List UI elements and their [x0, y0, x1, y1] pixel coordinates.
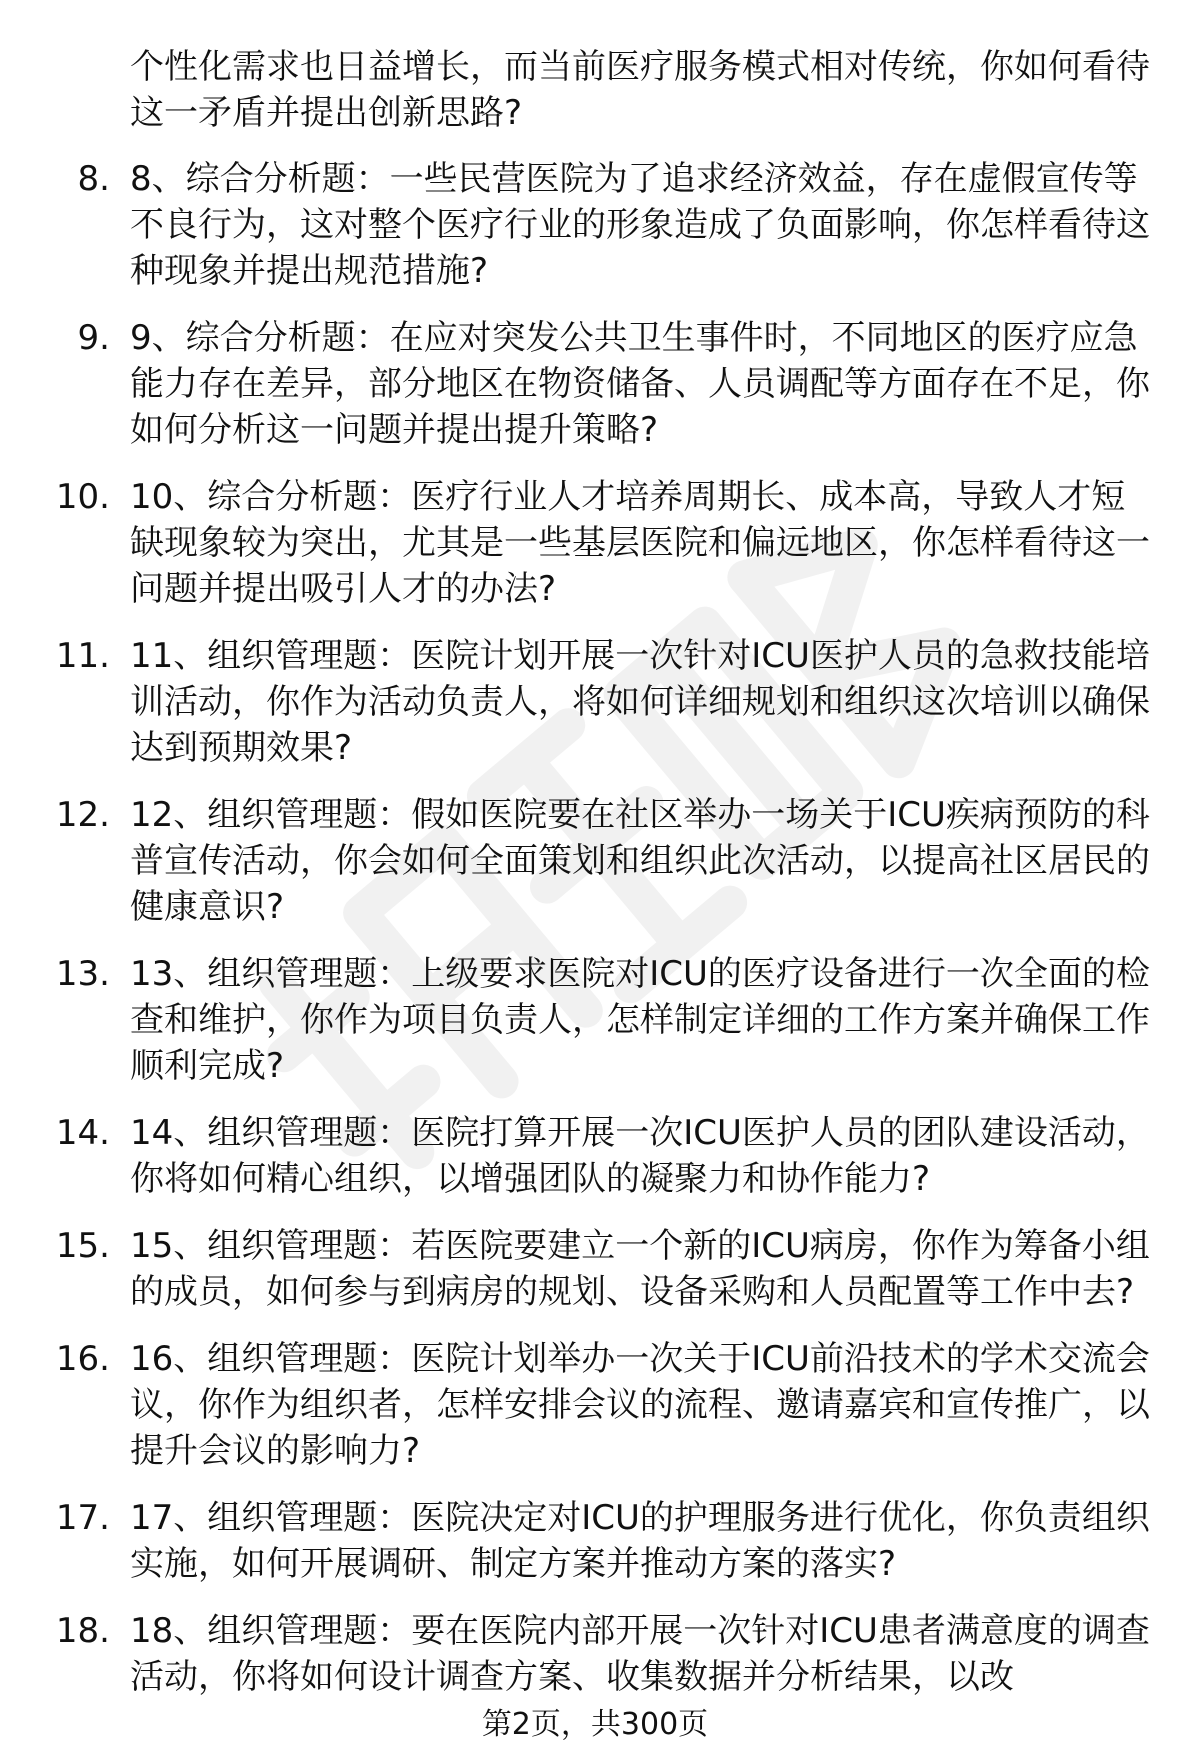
list-item-text: 14、组织管理题：医院打算开展一次ICU医护人员的团队建设活动，你将如何精心组织，以增强团队的凝聚力和协作能力?	[130, 1113, 1150, 1199]
list-item-number: 16.	[55, 1339, 110, 1379]
list-item-number: 18.	[55, 1611, 110, 1651]
list-item-text: 8、综合分析题：一些民营医院为了追求经济效益，存在虚假宣传等不良行为，这对整个医疗行业的形象造成了负面影响，你怎样看待这种现象并提出规范措施?	[130, 159, 1150, 291]
list-item	[0, 1336, 1154, 1474]
list-item	[0, 474, 1154, 612]
list-item-number: 12.	[55, 795, 110, 835]
list-item-number: 13.	[55, 954, 110, 994]
list-item-number: 14.	[55, 1113, 110, 1153]
list-item-number: 9.	[77, 318, 110, 358]
list-item	[0, 156, 1154, 294]
list-item-number: 10.	[55, 477, 110, 517]
list-item-number: 15.	[55, 1226, 110, 1266]
list-item-text: 15、组织管理题：若医院要建立一个新的ICU病房，你作为筹备小组的成员，如何参与到病房的规划、设备采购和人员配置等工作中去?	[130, 1226, 1150, 1312]
list-item	[0, 951, 1154, 1089]
list-item	[0, 792, 1154, 930]
list-item-number: 17.	[55, 1498, 110, 1538]
list-item-text: 17、组织管理题：医院决定对ICU的护理服务进行优化，你负责组织实施，如何开展调研、制定方案并推动方案的落实?	[130, 1498, 1150, 1584]
continued-question-text: 个性化需求也日益增长，而当前医疗服务模式相对传统，你如何看待这一矛盾并提出创新思路?	[130, 47, 1150, 133]
list-item	[0, 1110, 1154, 1202]
list-item	[0, 1223, 1154, 1315]
list-item-text: 10、综合分析题：医疗行业人才培养周期长、成本高，导致人才短缺现象较为突出，尤其是一些基层医院和偏远地区，你怎样看待这一问题并提出吸引人才的办法?	[130, 477, 1150, 609]
list-item-text: 13、组织管理题：上级要求医院对ICU的医疗设备进行一次全面的检查和维护，你作为项目负责人，怎样制定详细的工作方案并确保工作顺利完成?	[130, 954, 1150, 1086]
list-item	[0, 1608, 1154, 1700]
list-item-text: 18、组织管理题：要在医院内部开展一次针对ICU患者满意度的调查活动，你将如何设计调查方案、收集数据并分析结果，以改	[130, 1611, 1150, 1697]
page-number-footer: 第2页，共300页	[481, 1707, 709, 1742]
list-item-text: 11、组织管理题：医院计划开展一次针对ICU医护人员的急救技能培训活动，你作为活动负责人，将如何详细规划和组织这次培训以确保达到预期效果?	[130, 636, 1150, 768]
list-item-text: 16、组织管理题：医院计划举办一次关于ICU前沿技术的学术交流会议，你作为组织者，怎样安排会议的流程、邀请嘉宾和宣传推广，以提升会议的影响力?	[130, 1339, 1150, 1471]
list-item-number: 8.	[77, 159, 110, 199]
list-item-number: 11.	[55, 636, 110, 676]
list-item	[0, 1495, 1154, 1587]
question-list	[0, 44, 1190, 1721]
list-item	[0, 315, 1154, 453]
list-item	[0, 633, 1154, 771]
list-item-text: 12、组织管理题：假如医院要在社区举办一场关于ICU疾病预防的科普宣传活动，你会如何全面策划和组织此次活动，以提高社区居民的健康意识?	[130, 795, 1150, 927]
list-item-text: 9、综合分析题：在应对突发公共卫生事件时，不同地区的医疗应急能力存在差异，部分地区在物资储备、人员调配等方面存在不足，你如何分析这一问题并提出提升策略?	[130, 318, 1150, 450]
